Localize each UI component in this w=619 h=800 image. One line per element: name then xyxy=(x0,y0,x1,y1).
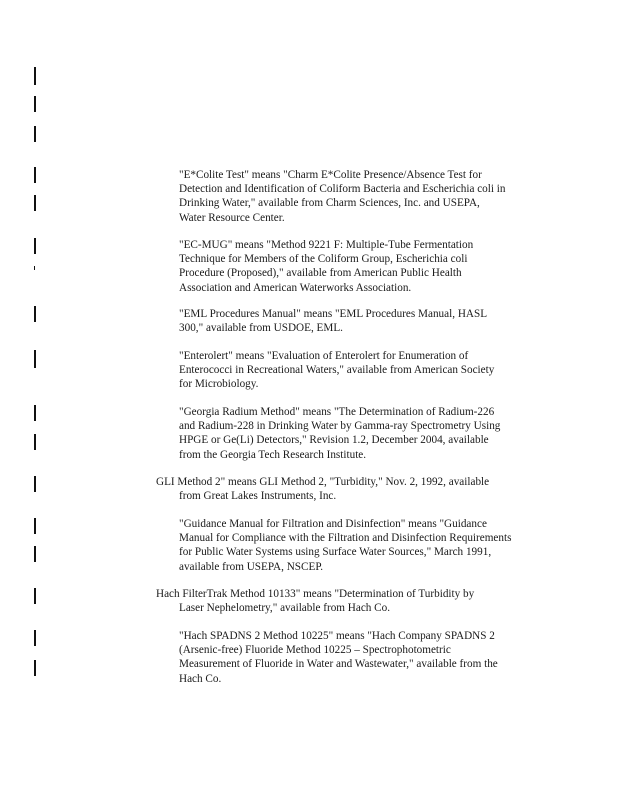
definition-line: from Great Lakes Instruments, Inc. xyxy=(179,490,337,503)
definition-line: "Georgia Radium Method" means "The Determination of Radium-226 xyxy=(179,406,495,418)
revision-bar xyxy=(34,306,36,322)
definition-line: for Public Water Systems using Surface Water Sources," March 1991, xyxy=(179,546,492,559)
revision-bar xyxy=(34,167,36,183)
definition-line: HPGE or Ge(Li) Detectors," Revision 1.2, December 2004, available xyxy=(179,434,489,447)
revision-bar xyxy=(34,126,36,142)
definition-line: "Hach SPADNS 2 Method 10225" means "Hach Company SPADNS 2 xyxy=(179,630,495,642)
revision-bar xyxy=(34,405,36,421)
revision-bar xyxy=(34,518,36,534)
definition-line: for Microbiology. xyxy=(179,378,259,391)
revision-bar xyxy=(34,195,36,211)
definition-ecolite xyxy=(179,168,549,225)
definition-line: Enterococci in Recreational Waters," available from American Society xyxy=(179,364,495,377)
definition-gli-method xyxy=(156,475,551,503)
definition-line: GLI Method 2" means GLI Method 2, "Turbidity," Nov. 2, 1992, available xyxy=(156,476,490,488)
definition-hach-filtertrak xyxy=(156,587,551,615)
definition-line: "EC-MUG" means "Method 9221 F: Multiple-Tube Fermentation xyxy=(179,239,474,251)
definition-line: Procedure (Proposed)," available from American Public Health xyxy=(179,267,462,280)
revision-bar xyxy=(34,266,35,270)
definition-line: Hach FilterTrak Method 10133" means "Determination of Turbidity by xyxy=(156,588,475,600)
definition-line: from the Georgia Tech Research Institute. xyxy=(179,448,367,461)
definition-line: "E*Colite Test" means "Charm E*Colite Presence/Absence Test for xyxy=(179,169,482,181)
definition-line: Drinking Water," available from Charm Sciences, Inc. and USEPA, xyxy=(179,197,480,210)
revision-bar xyxy=(34,350,36,368)
definition-georgia-radium xyxy=(179,405,549,462)
definition-hach-spadns xyxy=(179,629,549,686)
revision-bar xyxy=(34,434,36,450)
definition-enterolert xyxy=(179,349,549,392)
revision-bar xyxy=(34,546,36,562)
definition-line: (Arsenic-free) Fluoride Method 10225 – Spectrophotometric xyxy=(179,644,451,657)
revision-bar xyxy=(34,630,36,646)
revision-bar xyxy=(34,588,36,604)
revision-bar xyxy=(34,96,36,112)
definition-guidance-manual xyxy=(179,517,549,574)
definition-line: Hach Co. xyxy=(179,672,222,685)
definition-line: "Enterolert" means "Evaluation of Enterolert for Enumeration of xyxy=(179,350,469,362)
definition-line: Detection and Identification of Coliform Bacteria and Escherichia coli in xyxy=(179,183,506,196)
definition-line: "Guidance Manual for Filtration and Disinfection" means "Guidance xyxy=(179,518,487,530)
definition-line: Technique for Members of the Coliform Group, Escherichia coli xyxy=(179,253,468,266)
definition-line: 300," available from USDOE, EML. xyxy=(179,322,343,335)
revision-bar xyxy=(34,67,36,85)
definition-eml-manual xyxy=(179,307,549,335)
definition-line: Manual for Compliance with the Filtration and Disinfection Requirements xyxy=(179,532,512,545)
definition-ec-mug xyxy=(179,238,549,295)
definition-line: Water Resource Center. xyxy=(179,211,285,224)
definition-line: and Radium-228 in Drinking Water by Gamma-ray Spectrometry Using xyxy=(179,420,501,433)
revision-bar xyxy=(34,660,36,676)
definition-line: Measurement of Fluoride in Water and Wastewater," available from the xyxy=(179,658,498,671)
definition-line: "EML Procedures Manual" means "EML Procedures Manual, HASL xyxy=(179,308,488,320)
definition-line: available from USEPA, NSCEP. xyxy=(179,560,324,573)
definition-line: Laser Nephelometry," available from Hach Co. xyxy=(179,602,391,615)
definition-line: Association and American Waterworks Association. xyxy=(179,281,412,294)
revision-bar xyxy=(34,476,36,492)
revision-bar xyxy=(34,238,36,254)
